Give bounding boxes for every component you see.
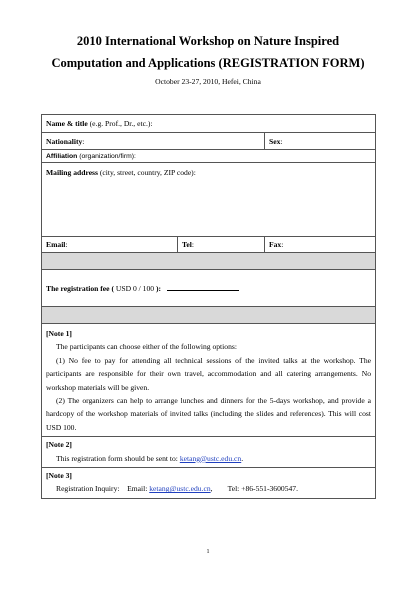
fee-blank-line[interactable] [167,282,239,291]
affiliation-label: Affiliation [46,153,78,160]
note1-option1: (1) No fee to pay for attending all technical sessions of the invited talks at the workshop. The participants are responsible for their own travel, accommodation and all catering arrangements. No workshop materials will be given. [46,355,371,392]
note2-title: [Note 2] [46,440,72,450]
note1-row [42,324,376,437]
note1-cell [42,324,376,437]
registration-form-table [41,114,376,499]
mailing-address-row [42,163,376,237]
fee-label: The registration fee ( [46,284,114,293]
note3-title: [Note 3] [46,471,72,481]
gray-divider-1 [42,253,376,270]
nationality-sex-row [42,133,376,150]
note3-row [42,468,376,499]
note2-cell [42,437,376,468]
affiliation-hint: (organization/firm): [77,153,136,160]
name-title-hint: (e.g. Prof., Dr., etc.): [87,119,153,128]
name-row [42,115,376,133]
fee-label-end: ): [155,284,162,293]
affiliation-row [42,150,376,163]
note3-tel: , Tel: +86-551-3600547. [210,484,298,494]
note1-intro: The participants can choose either of the following options: [56,342,237,352]
note1-title: [Note 1] [46,329,72,338]
tel-colon: : [191,240,194,249]
note2-text-prefix: This registration form should be sent to: [56,453,180,463]
tel-field[interactable] [178,237,265,253]
fee-options: USD 0 / 100 [113,284,156,293]
name-title-field[interactable] [42,115,376,133]
mailing-address-label: Mailing address [46,168,98,177]
tel-label: Tel [182,240,192,249]
affiliation-field[interactable] [42,150,376,163]
email-label: Email [46,240,66,249]
nationality-label: Nationality [46,136,83,146]
note2-row [42,437,376,468]
mailing-address-field[interactable] [42,163,376,237]
name-title-label: Name & title [46,119,88,128]
note2-text [46,452,371,465]
note3-email-link[interactable]: ketang@ustc.edu.cn [149,484,211,494]
gray-divider-cell [42,253,376,270]
form-title-line2: Computation and Applications (REGISTRATION FORM) [51,56,365,70]
note1-option2: (2) The organizers can help to arrange lunches and dinners for the 5-days workshop, and provide a hardcopy of the workshop materials of invited talks (including the slides and references). This will cost USD 100. [46,396,371,432]
fax-colon: : [281,240,284,249]
email-colon: : [65,240,68,249]
sex-colon: : [280,136,283,146]
sex-field[interactable] [265,133,376,150]
registration-fee-field[interactable] [42,270,376,307]
event-date-location: October 23-27, 2010, Hefei, China [155,77,261,86]
note3-prefix: Registration Inquiry: Email: [56,484,150,494]
note3-cell [42,468,376,499]
contact-row [42,237,376,253]
fax-label: Fax [269,240,282,249]
nationality-field[interactable] [42,133,265,150]
note3-text [46,482,371,495]
note2-text-end: . [241,453,244,463]
nationality-colon: : [82,136,85,146]
fax-field[interactable] [265,237,376,253]
note2-email-link[interactable]: ketang@ustc.edu.cn [179,453,242,463]
sex-label: Sex [269,136,281,146]
page-number: 1 [206,549,210,555]
gray-divider-2 [42,307,376,324]
gray-divider-cell [42,307,376,324]
mailing-address-hint: (city, street, country, ZIP code): [97,168,196,177]
form-title-line1: 2010 International Workshop on Nature Inspired [76,34,340,48]
email-field[interactable] [42,237,178,253]
fee-row [42,270,376,307]
